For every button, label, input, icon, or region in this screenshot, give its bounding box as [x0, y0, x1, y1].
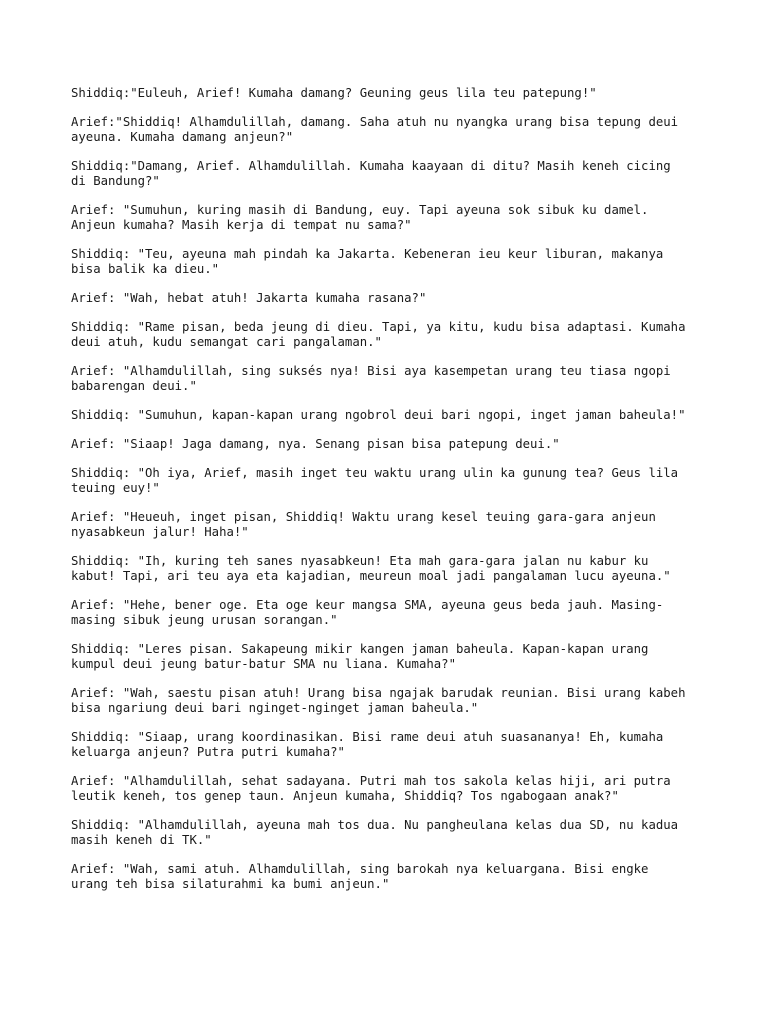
dialogue-line: Shiddiq: "Leres pisan. Sakapeung mikir kangen jaman baheula. Kapan-kapan urang kumpul deui jeung batur-batur SMA nu liana. Kumaha?": [71, 642, 649, 671]
dialogue-line: Shiddiq: "Teu, ayeuna mah pindah ka Jakarta. Kebeneran ieu keur liburan, makanya bisa balik ka dieu.": [71, 247, 664, 276]
dialogue-line: Arief: "Wah, sami atuh. Alhamdulillah, sing barokah nya keluargana. Bisi engke urang teh bisa silaturahmi ka bumi anjeun.": [71, 862, 649, 891]
dialogue-line: Shiddiq: "Ih, kuring teh sanes nyasabkeun! Eta mah gara-gara jalan nu kabur ku kabut! Tapi, ari teu aya eta kajadian, meureun moal jadi pangalaman lucu ayeuna.": [71, 554, 671, 583]
dialogue-line: Shiddiq: "Sumuhun, kapan-kapan urang ngobrol deui bari ngopi, inget jaman baheula!": [71, 408, 686, 422]
dialogue-line: Arief: "Alhamdulillah, sehat sadayana. Putri mah tos sakola kelas hiji, ari putra leutik keneh, tos genep taun. Anjeun kumaha, Shiddiq? Tos ngabogaan anak?": [71, 774, 671, 803]
dialogue-line: Shiddiq:"Euleuh, Arief! Kumaha damang? Geuning geus lila teu patepung!": [71, 86, 597, 100]
dialogue-line: Shiddiq: "Rame pisan, beda jeung di dieu. Tapi, ya kitu, kudu bisa adaptasi. Kumaha deui atuh, kudu semangat cari pangalaman.": [71, 320, 686, 349]
dialogue-line: Shiddiq: "Siaap, urang koordinasikan. Bisi rame deui atuh suasananya! Eh, kumaha keluarga anjeun? Putra putri kumaha?": [71, 730, 664, 759]
dialogue-line: Arief: "Alhamdulillah, sing suksés nya! Bisi aya kasempetan urang teu tiasa ngopi babarengan deui.": [71, 364, 671, 393]
dialogue-line: Arief: "Wah, hebat atuh! Jakarta kumaha rasana?": [71, 291, 427, 305]
dialogue-line: Arief: "Sumuhun, kuring masih di Bandung, euy. Tapi ayeuna sok sibuk ku damel. Anjeun kumaha? Masih kerja di tempat nu sama?": [71, 203, 649, 232]
dialogue-line: Arief: "Heueuh, inget pisan, Shiddiq! Waktu urang kesel teuing gara-gara anjeun nyasabkeun jalur! Haha!": [71, 510, 656, 539]
dialogue-line: Shiddiq: "Oh iya, Arief, masih inget teu waktu urang ulin ka gunung tea? Geus lila teuing euy!": [71, 466, 679, 495]
dialogue-line: Arief: "Siaap! Jaga damang, nya. Senang pisan bisa patepung deui.": [71, 437, 560, 451]
dialogue-line: Arief:"Shiddiq! Alhamdulillah, damang. Saha atuh nu nyangka urang bisa tepung deui ayeuna. Kumaha damang anjeun?": [71, 115, 679, 144]
document-page: [71, 86, 711, 906]
dialogue-line: Arief: "Hehe, bener oge. Eta oge keur mangsa SMA, ayeuna geus beda jauh. Masing- masing sibuk jeung urusan sorangan.": [71, 598, 664, 627]
dialogue-line: Arief: "Wah, saestu pisan atuh! Urang bisa ngajak barudak reunian. Bisi urang kabeh bisa ngariung deui bari nginget-nginget jaman baheula.": [71, 686, 686, 715]
dialogue-line: Shiddiq:"Damang, Arief. Alhamdulillah. Kumaha kaayaan di ditu? Masih keneh cicing di Bandung?": [71, 159, 671, 188]
dialogue-line: Shiddiq: "Alhamdulillah, ayeuna mah tos dua. Nu pangheulana kelas dua SD, nu kadua masih keneh di TK.": [71, 818, 679, 847]
